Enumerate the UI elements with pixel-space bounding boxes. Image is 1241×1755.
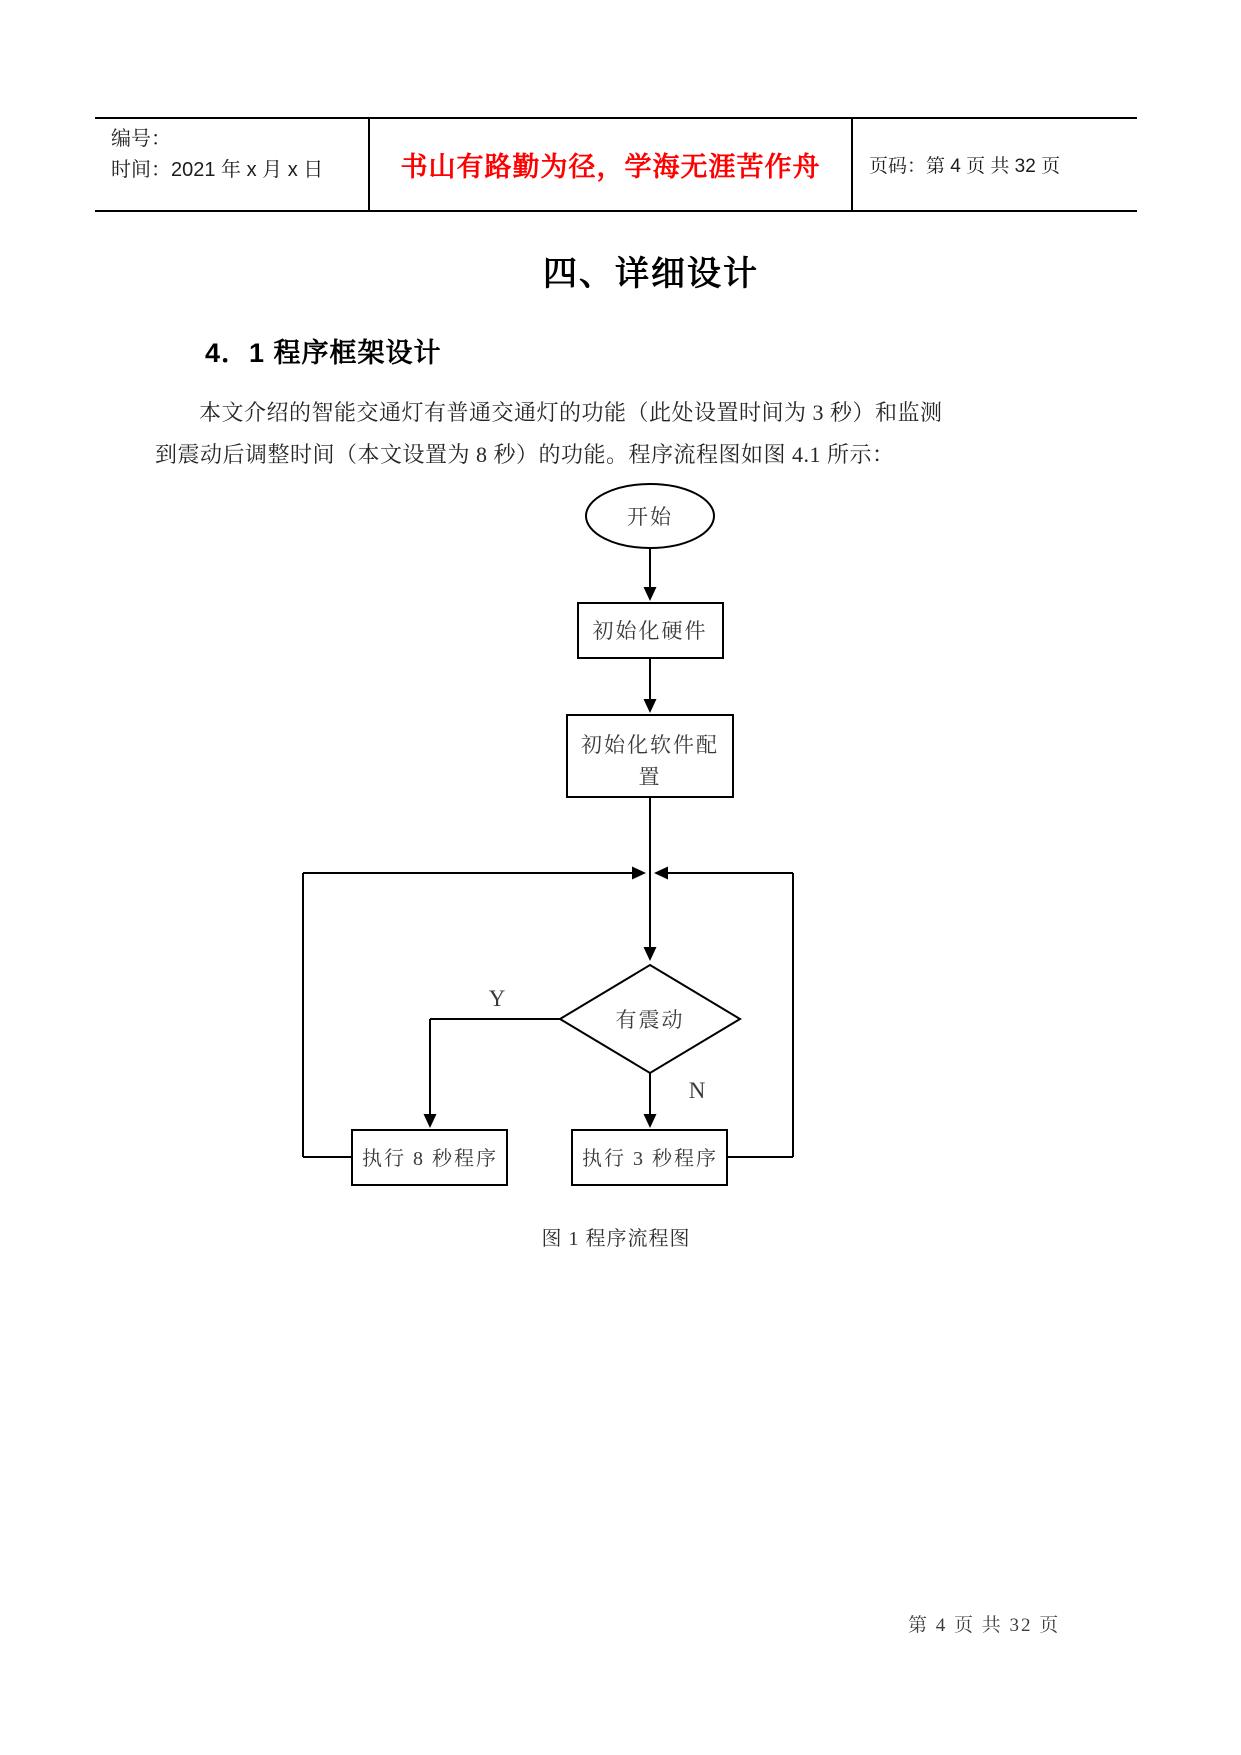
header-cell-meta [95,119,368,210]
flowchart-arrowhead-step1 [644,587,657,601]
header-page-info: 页码：第 4 页 共 32 页 [869,156,1061,177]
flowchart-step2-label-line1: 初始化软件配 [581,733,719,757]
flowchart-branch-yes-label: Y [488,986,506,1011]
flowchart-action-3s-label: 执行 3 秒程序 [582,1148,718,1170]
flowchart-arrowhead-return-left [632,867,646,880]
header-cell-slogan [368,119,853,210]
flowchart-branch-no-label: N [688,1078,706,1103]
page-footer: 第 4 页 共 32 页 [908,1615,1061,1636]
paragraph-line-1: 本文介绍的智能交通灯有普通交通灯的功能（此处设置时间为 3 秒）和监测 [199,400,943,425]
flowchart-arrowhead-return-right [654,867,668,880]
flowchart-arrowhead-no [644,1114,657,1128]
section-heading: 4．1 程序框架设计 [205,338,442,368]
figure-caption: 图 1 程序流程图 [541,1228,691,1250]
header-table [95,117,1137,212]
header-cell-page [853,119,1137,210]
flowchart-start-label: 开始 [627,505,673,529]
paragraph-line-2: 到震动后调整时间（本文设置为 8 秒）的功能。程序流程图如图 4.1 所示： [155,442,895,467]
flowchart-decision-label: 有震动 [615,1008,685,1032]
flowchart-arrowhead-yes [424,1114,437,1128]
flowchart-step1-label: 初始化硬件 [592,619,708,643]
flowchart-arrowhead-step2 [644,699,657,713]
header-date-label: 时间：2021 年 x 月 x 日 [111,159,324,181]
page-title: 四、详细设计 [543,255,759,293]
flowchart-action-8s-label: 执行 8 秒程序 [362,1148,498,1170]
header-slogan-text: 书山有路勤为径，学海无涯苦作舟 [400,152,821,182]
flowchart-figure [250,470,850,1200]
flowchart-step2-label-line2: 置 [638,765,662,789]
flowchart-arrowhead-decision [644,947,657,961]
header-number-label: 编号： [111,128,171,150]
